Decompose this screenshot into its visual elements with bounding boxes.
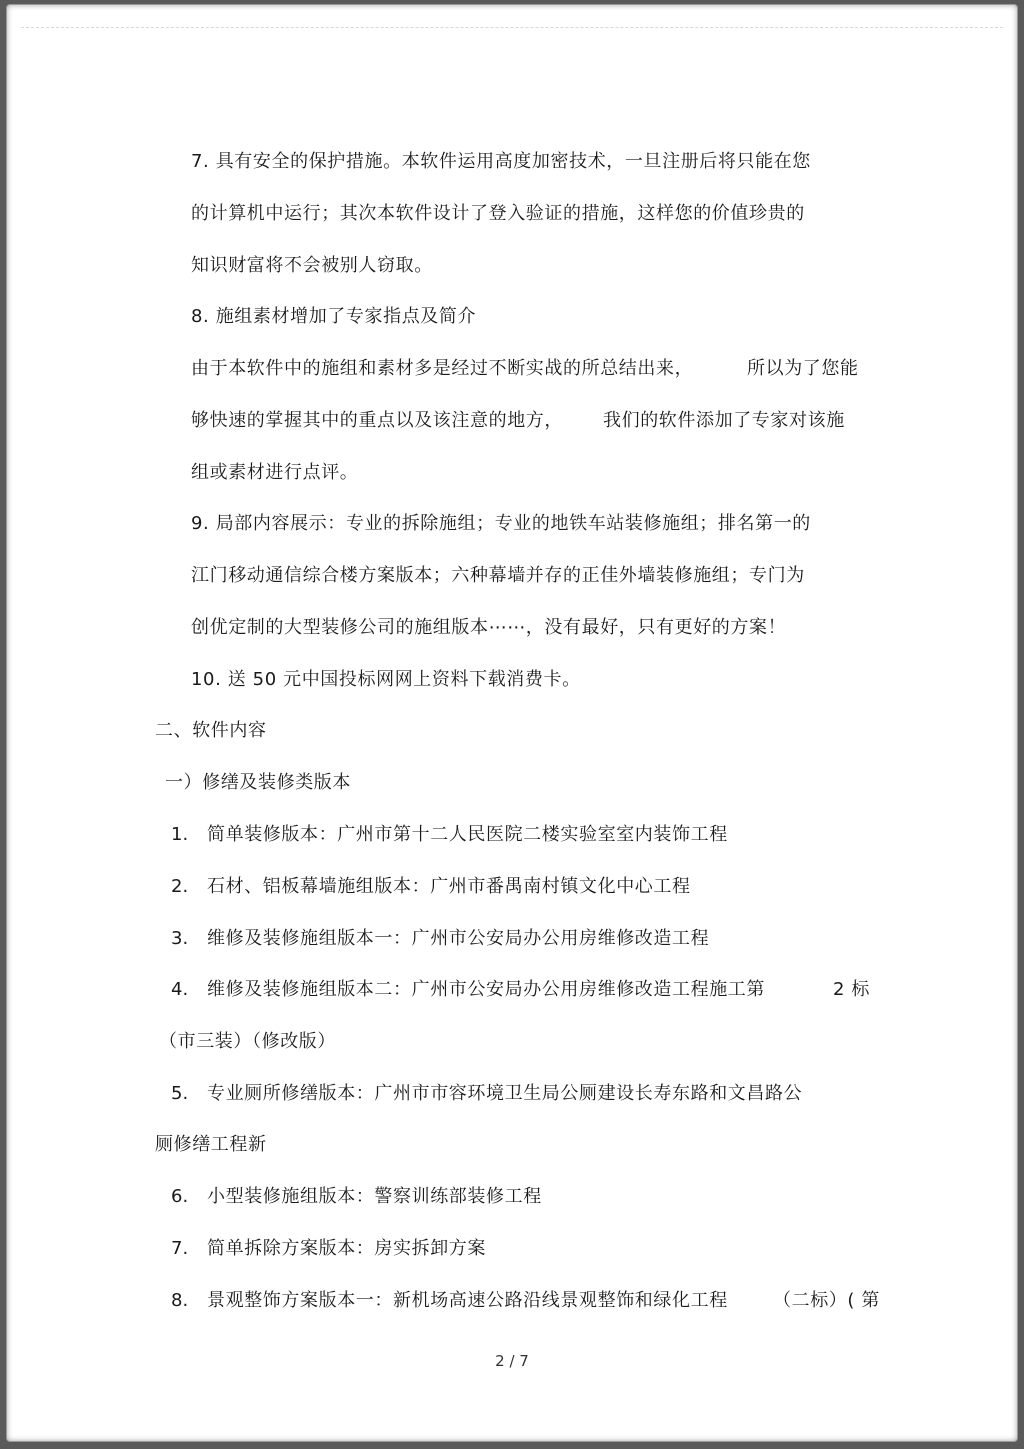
item-number: 1.: [171, 824, 189, 845]
list-item-continuation: （市三装）（修改版）: [159, 1031, 336, 1052]
list-item: 石材、铝板幕墙施组版本：广州市番禺南村镇文化中心工程: [207, 876, 691, 897]
item-number: 4.: [171, 979, 189, 1000]
list-item: 小型装修施组版本：警察训练部装修工程: [207, 1186, 542, 1207]
para-10: 10. 送 50 元中国投标网网上资料下载消费卡。: [191, 669, 581, 690]
item-number: 8.: [171, 1290, 189, 1311]
list-item: 维修及装修施组版本二：广州市公安局办公用房维修改造工程施工第: [207, 979, 765, 1000]
item-number: 3.: [171, 928, 189, 949]
para-8-line-2b: 所以为了您能: [747, 358, 859, 379]
item-number: 5.: [171, 1083, 189, 1104]
page-number: 2 / 7: [495, 1352, 529, 1370]
list-item-tail: （二标）( 第: [773, 1290, 880, 1311]
list-item: 简单拆除方案版本：房实拆卸方案: [207, 1238, 486, 1259]
list-item: 简单装修版本：广州市第十二人民医院二楼实验室室内装饰工程: [207, 824, 728, 845]
list-item: 维修及装修施组版本一：广州市公安局办公用房维修改造工程: [207, 928, 710, 949]
para-8-line-2a: 由于本软件中的施组和素材多是经过不断实战的所总结出来，: [191, 358, 694, 379]
item-number: 7.: [171, 1238, 189, 1259]
para-9-line-1: 9. 局部内容展示：专业的拆除施组；专业的地铁车站装修施组；排名第一的: [191, 513, 811, 534]
para-7-line-3: 知识财富将不会被别人窃取。: [191, 255, 433, 276]
para-8-line-1: 8. 施组素材增加了专家指点及简介: [191, 306, 477, 327]
para-8-line-3b: 我们的软件添加了专家对该施: [603, 410, 845, 431]
para-8-line-3a: 够快速的掌握其中的重点以及该注意的地方，: [191, 410, 563, 431]
list-item: 专业厕所修缮版本：广州市市容环境卫生局公厕建设长寿东路和文昌路公: [207, 1083, 803, 1104]
item-number: 6.: [171, 1186, 189, 1207]
list-item-tail: 2 标: [833, 979, 870, 1000]
para-9-line-2: 江门移动通信综合楼方案版本；六种幕墙并存的正佳外墙装修施组；专门为: [191, 565, 805, 586]
section-heading: 二、软件内容: [155, 720, 267, 741]
subsection-heading: 一）修缮及装修类版本: [165, 772, 351, 793]
para-7-line-2: 的计算机中运行；其次本软件设计了登入验证的措施，这样您的价值珍贵的: [191, 203, 805, 224]
para-8-line-4: 组或素材进行点评。: [191, 462, 359, 483]
list-item: 景观整饰方案版本一：新机场高速公路沿线景观整饰和绿化工程: [207, 1290, 728, 1311]
list-item-continuation: 厕修缮工程新: [155, 1134, 267, 1155]
para-7-line-1: 7. 具有安全的保护措施。本软件运用高度加密技术，一旦注册后将只能在您: [191, 151, 811, 172]
top-divider: [21, 27, 1003, 28]
item-number: 2.: [171, 876, 189, 897]
document-page: [6, 4, 1018, 1442]
para-9-line-3: 创优定制的大型装修公司的施组版本⋯⋯，没有最好，只有更好的方案！: [191, 617, 787, 638]
